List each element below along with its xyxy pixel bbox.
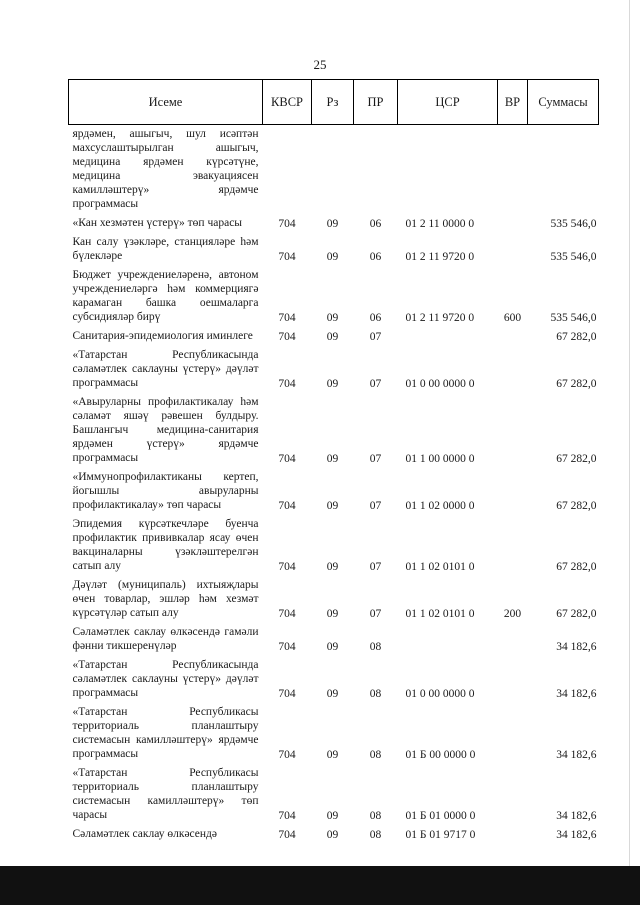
cell-kvsr: 704 [278,312,296,324]
cell-vr [498,233,528,266]
table-row [69,703,599,764]
cell-sum: 34 182,6 [556,688,597,700]
cell-name: Дәүләт (муниципаль) ихтыяҗлары өчен товарлар, эшләр һәм хезмәт күрсәтүләр сатып алу [72,579,259,619]
cell-name: Эпидемия күрсәткечләре буенча профилактик прививкалар ясау өчен вакциналарны үзәкләштерелгән сатып алу [72,518,259,572]
table-row [69,125,599,215]
cell-vr [498,125,528,215]
cell-rz: 09 [326,688,339,700]
cell-csr: 01 1 00 0000 0 [405,453,475,465]
cell-pr: 07 [369,331,382,343]
cell-kvsr: 704 [278,218,296,230]
table-row [69,468,599,515]
cell-csr: 01 0 00 0000 0 [405,688,475,700]
cell-kvsr: 704 [278,810,296,822]
cell-csr: 01 1 02 0000 0 [405,500,475,512]
cell-sum: 535 546,0 [550,218,597,230]
cell-rz: 09 [326,378,339,390]
cell-kvsr: 704 [278,500,296,512]
cell-kvsr: 704 [278,453,296,465]
cell-name: «Татарстан Республикасында сәламәтлек саклауны үстерү» дәүләт программасы [72,349,259,389]
cell-sum: 67 282,0 [556,453,597,465]
cell-vr: 600 [503,312,522,324]
cell-sum: 67 282,0 [556,378,597,390]
cell-csr: 01 1 02 0101 0 [405,608,475,620]
cell-sum: 67 282,0 [556,500,597,512]
cell-name: «Татарстан Республикасында сәламәтлек саклауны үстерү» дәүләт программасы [72,659,259,699]
cell-vr [498,346,528,393]
cell-csr: 01 2 11 0000 0 [405,218,475,230]
cell-sum: 34 182,6 [556,810,597,822]
budget-table [68,79,599,844]
cell-sum: 34 182,6 [556,641,597,653]
table-row [69,233,599,266]
cell-sum: 67 282,0 [556,331,597,343]
table-row [69,656,599,703]
table-row [69,825,599,844]
cell-csr: 01 Б 01 9717 0 [405,829,476,841]
cell-csr [398,327,498,346]
cell-pr: 08 [369,641,382,653]
cell-vr: 200 [503,608,522,620]
cell-kvsr: 704 [278,251,296,263]
table-row [69,346,599,393]
cell-sum: 67 282,0 [556,561,597,573]
cell-rz: 09 [326,218,339,230]
table-body [69,125,599,845]
cell-kvsr [263,125,312,215]
cell-sum: 67 282,0 [556,608,597,620]
cell-sum: 34 182,6 [556,829,597,841]
cell-sum: 535 546,0 [550,251,597,263]
cell-csr [398,623,498,656]
table-row [69,393,599,468]
cell-rz: 09 [326,251,339,263]
cell-name: «Кан хезмәтен үстерү» төп чарасы [72,217,243,229]
cell-name: «Авыруларны профилактикалау һәм сәламәт яшәү рәвешен булдыру. Башлангыч медицина-санитария ярдәмен үстерү» ярдәмче программасы [72,396,259,464]
cell-kvsr: 704 [278,608,296,620]
cell-vr [498,764,528,825]
cell-sum [528,125,599,215]
cell-csr: 01 Б 01 0000 0 [405,810,476,822]
cell-vr [498,468,528,515]
cell-rz: 09 [326,810,339,822]
table-row [69,214,599,233]
cell-csr: 01 0 00 0000 0 [405,378,475,390]
table-row [69,327,599,346]
cell-pr: 06 [369,251,382,263]
table-row [69,515,599,576]
cell-csr: 01 1 02 0101 0 [405,561,475,573]
header-pr: ПР [354,80,398,125]
cell-rz: 09 [326,312,339,324]
cell-name: Бюджет учреждениеләренә, автоном учреждениеләргә һәм коммерциягә карамаган башка оешмаларга субсидияләр бирү [72,269,259,323]
header-rz: Рз [312,80,354,125]
cell-pr: 07 [369,608,382,620]
cell-rz: 09 [326,749,339,761]
cell-pr: 08 [369,810,382,822]
cell-name: «Иммунопрофилактиканы кертеп, йогышлы авыруларны профилактикалау» төп чарасы [72,471,259,511]
cell-rz: 09 [326,829,339,841]
cell-name: Сәламәтлек саклау өлкәсендә гамәли фәнни тикшеренүләр [72,626,259,652]
cell-rz: 09 [326,608,339,620]
cell-pr: 06 [369,312,382,324]
cell-pr: 07 [369,378,382,390]
cell-sum: 34 182,6 [556,749,597,761]
cell-csr: 01 2 11 9720 0 [405,312,475,324]
page-number: 25 [313,57,327,72]
cell-vr [498,623,528,656]
cell-pr: 06 [369,218,382,230]
cell-vr [498,327,528,346]
scan-edge [629,0,630,866]
cell-kvsr: 704 [278,749,296,761]
table-row [69,623,599,656]
cell-rz: 09 [326,500,339,512]
cell-rz: 09 [326,453,339,465]
cell-pr: 08 [369,829,382,841]
cell-rz: 09 [326,561,339,573]
header-name: Исеме [69,80,263,125]
scan-bottom-band [0,866,640,905]
cell-kvsr: 704 [278,641,296,653]
cell-kvsr: 704 [278,688,296,700]
table-header-row [69,80,599,125]
cell-kvsr: 704 [278,331,296,343]
cell-csr: 01 Б 00 0000 0 [405,749,476,761]
cell-pr: 07 [369,561,382,573]
cell-vr [498,656,528,703]
cell-vr [498,703,528,764]
cell-vr [498,515,528,576]
cell-vr [498,825,528,844]
header-vr: ВР [498,80,528,125]
cell-name: ярдәмен, ашыгыч, шул исәптән махсуслаштырылган ашыгыч, медицина ярдәмен күрсәтүне, медицина эвакуациясен камилләштерү» ярдәмче программасы [72,128,259,210]
table-row [69,266,599,327]
cell-pr: 08 [369,749,382,761]
header-csr: ЦСР [398,80,498,125]
cell-rz: 09 [326,641,339,653]
cell-sum: 535 546,0 [550,312,597,324]
table-row [69,576,599,623]
header-sum: Суммасы [528,80,599,125]
cell-csr: 01 2 11 9720 0 [405,251,475,263]
cell-name: Сәламәтлек саклау өлкәсендә [72,828,218,840]
cell-rz [312,125,354,215]
cell-vr [498,214,528,233]
cell-pr: 07 [369,500,382,512]
cell-kvsr: 704 [278,561,296,573]
cell-name: «Татарстан Республикасы территориаль планлаштыру системасын камилләштерү» ярдәмче программасы [72,706,259,760]
cell-rz: 09 [326,331,339,343]
table-row [69,764,599,825]
cell-pr [354,125,398,215]
cell-kvsr: 704 [278,829,296,841]
cell-name: «Татарстан Республикасы территориаль планлаштыру системасын камилләштерү» төп чарасы [72,767,259,821]
cell-kvsr: 704 [278,378,296,390]
cell-pr: 07 [369,453,382,465]
cell-vr [498,393,528,468]
cell-name: Кан салу үзәкләре, станцияләре һәм бүлекләре [72,236,259,262]
cell-pr: 08 [369,688,382,700]
header-kvsr: КВСР [263,80,312,125]
cell-name: Санитария-эпидемиология иминлеге [72,330,253,342]
cell-csr [398,125,498,215]
